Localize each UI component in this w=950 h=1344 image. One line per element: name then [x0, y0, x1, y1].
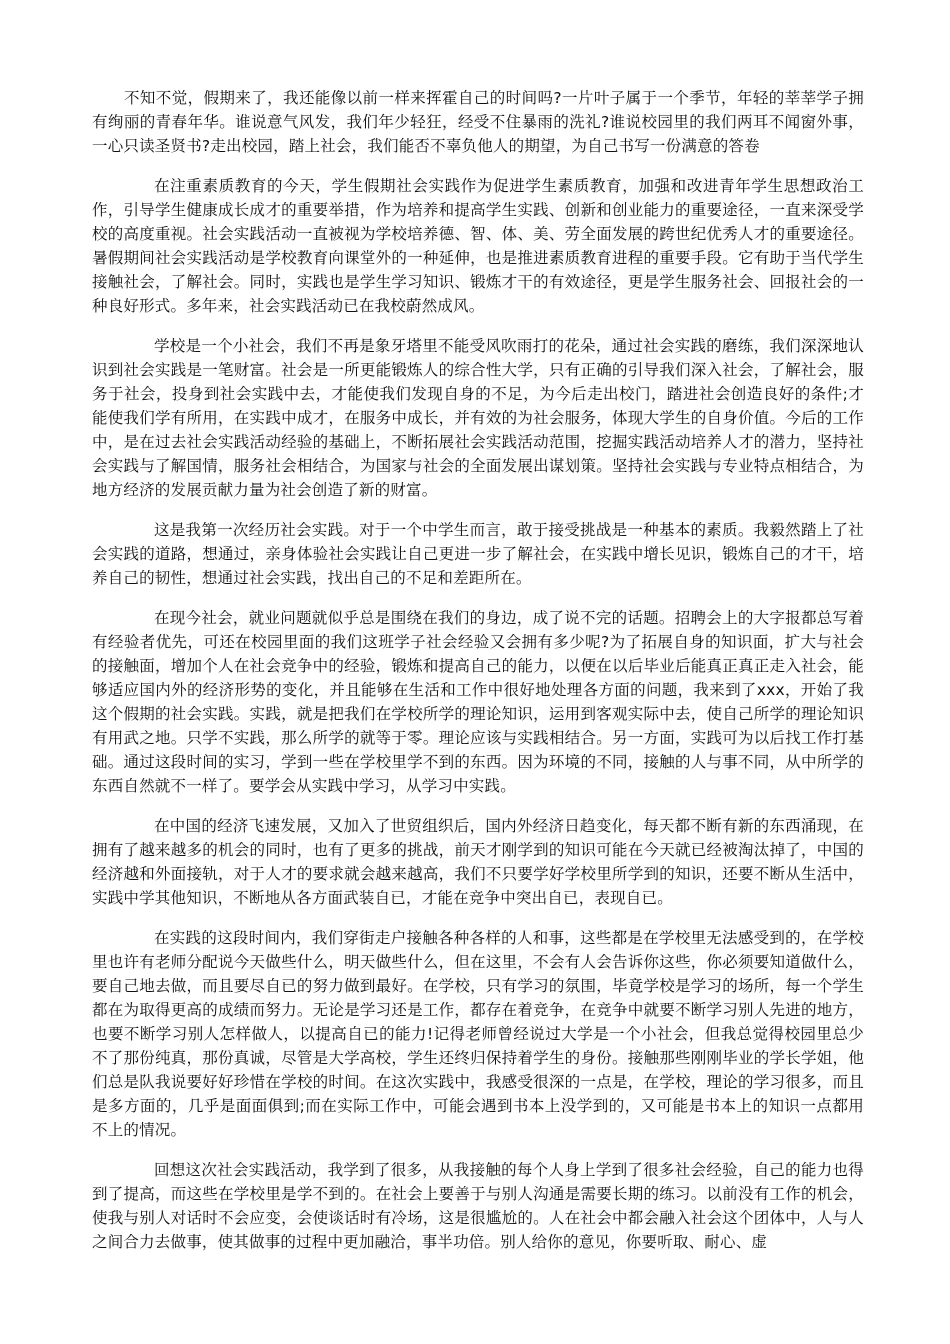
paragraph-7: 在实践的这段时间内，我们穿街走户接触各种各样的人和事，这些都是在学校里无法感受到的，在学校里也许有老师分配说今天做些什么，明天做些什么，但在这里，不会有人会告诉你这些，你必须要知道做什么，要自己地去做，而且要尽自已的努力做到最好。在学校，只有学习的氛围，毕竟学校是学习的场所，每一个学生都在为取得更高的成绩而努力。无论是学习还是工作，都存在着竞争，在竞争中就要不断学习别人先进的地方，也要不断学习别人怎样做人，以提高自已的能力!记得老师曾经说过大学是一个小社会，但我总觉得校园里总少不了那份纯真，那份真诚，尽管是大学高校，学生还终归保持着学生的身份。接触那些刚刚毕业的学长学姐，他们总是队我说要好好珍惜在学校的时间。在这次实践中，我感受很深的一点是，在学校，理论的学习很多，而且是多方面的，几乎是面面俱到;而在实际工作中，可能会遇到书本上没学到的，又可能是书本上的知识一点都用不上的情况。 — [92, 929, 864, 1139]
paragraph-6: 在中国的经济飞速发展，又加入了世贸组织后，国内外经济日趋变化，每天都不断有新的东西涌现，在拥有了越来越多的机会的同时，也有了更多的挑战，前天才刚学到的知识可能在今天就已经被淘汰掉了，中国的经济越和外面接轨，对于人才的要求就会越来越高，我们不只要学好学校里所学到的知识，还要不断从生活中，实践中学其他知识，不断地从各方面武装自已，才能在竞争中突出自已，表现自已。 — [92, 817, 864, 907]
paragraph-4: 这是我第一次经历社会实践。对于一个中学生而言，敢于接受挑战是一种基本的素质。我毅然踏上了社会实践的道路，想通过，亲身体验社会实践让自己更进一步了解社会，在实践中增长见识，锻炼自己的才干，培养自己的韧性，想通过社会实践，找出自己的不足和差距所在。 — [92, 521, 864, 587]
paragraph-2: 在注重素质教育的今天，学生假期社会实践作为促进学生素质教育，加强和改进青年学生思想政治工作，引导学生健康成长成才的重要举措，作为培养和提高学生实践、创新和创业能力的重要途径，一直来深受学校的高度重视。社会实践活动一直被视为学校培养德、智、体、美、劳全面发展的跨世纪优秀人才的重要途径。暑假期间社会实践活动是学校教育向课堂外的一种延伸，也是推进素质教育进程的重要手段。它有助于当代学生接触社会，了解社会。同时，实践也是学生学习知识、锻炼才干的有效途径，更是学生服务社会、回报社会的一种良好形式。多年来，社会实践活动已在我校蔚然成风。 — [92, 177, 864, 315]
paragraph-3: 学校是一个小社会，我们不再是象牙塔里不能受风吹雨打的花朵，通过社会实践的磨练，我们深深地认识到社会实践是一笔财富。社会是一所更能锻炼人的综合性大学，只有正确的引导我们深入社会，了解社会，服务于社会，投身到社会实践中去，才能使我们发现自身的不足，为今后走出校门，踏进社会创造良好的条件;才能使我们学有所用，在实践中成才，在服务中成长，并有效的为社会服务，体现大学生的自身价值。今后的工作中，是在过去社会实践活动经验的基础上，不断拓展社会实践活动范围，挖掘实践活动培养人才的潜力，坚持社会实践与了解国情，服务社会相结合，为国家与社会的全面发展出谋划策。坚持社会实践与专业特点相结合，为地方经济的发展贡献力量为社会创造了新的财富。 — [92, 337, 864, 499]
paragraph-5: 在现今社会，就业问题就似乎总是围绕在我们的身边，成了说不完的话题。招聘会上的大字报都总写着有经验者优先，可还在校园里面的我们这班学子社会经验又会拥有多少呢?为了拓展自身的知识面，扩大与社会的接触面，增加个人在社会竞争中的经验，锻炼和提高自己的能力，以便在以后毕业后能真正真正走入社会，能够适应国内外的经济形势的变化，并且能够在生活和工作中很好地处理各方面的问题，我来到了xxx，开始了我这个假期的社会实践。实践，就是把我们在学校所学的理论知识，运用到客观实际中去，使自己所学的理论知识有用武之地。只学不实践，那么所学的就等于零。理论应该与实践相结合。另一方面，实践可为以后找工作打基础。通过这段时间的实习，学到一些在学校里学不到的东西。因为环境的不同，接触的人与事不同，从中所学的东西自然就不一样了。要学会从实践中学习，从学习中实践。 — [92, 609, 864, 795]
paragraph-8: 回想这次社会实践活动，我学到了很多，从我接触的每个人身上学到了很多社会经验，自己的能力也得到了提高，而这些在学校里是学不到的。在社会上要善于与别人沟通是需要长期的练习。以前没有工作的机会，使我与别人对话时不会应变，会使谈话时有冷场，这是很尴尬的。人在社会中都会融入社会这个团体中，人与人之间合力去做事，使其做事的过程中更加融洽，事半功倍。别人给你的意见，你要听取、耐心、虚 — [92, 1161, 864, 1251]
paragraph-1: 不知不觉，假期来了，我还能像以前一样来挥霍自己的时间吗?一片叶子属于一个季节，年轻的莘莘学子拥有绚丽的青春年华。谁说意气风发，我们年少轻狂，经受不住暴雨的洗礼?谁说校园里的我们两耳不闻窗外事，一心只读圣贤书?走出校园，踏上社会，我们能否不辜负他人的期望，为自己书写一份满意的答卷 — [92, 89, 864, 155]
document-body — [92, 86, 864, 1270]
